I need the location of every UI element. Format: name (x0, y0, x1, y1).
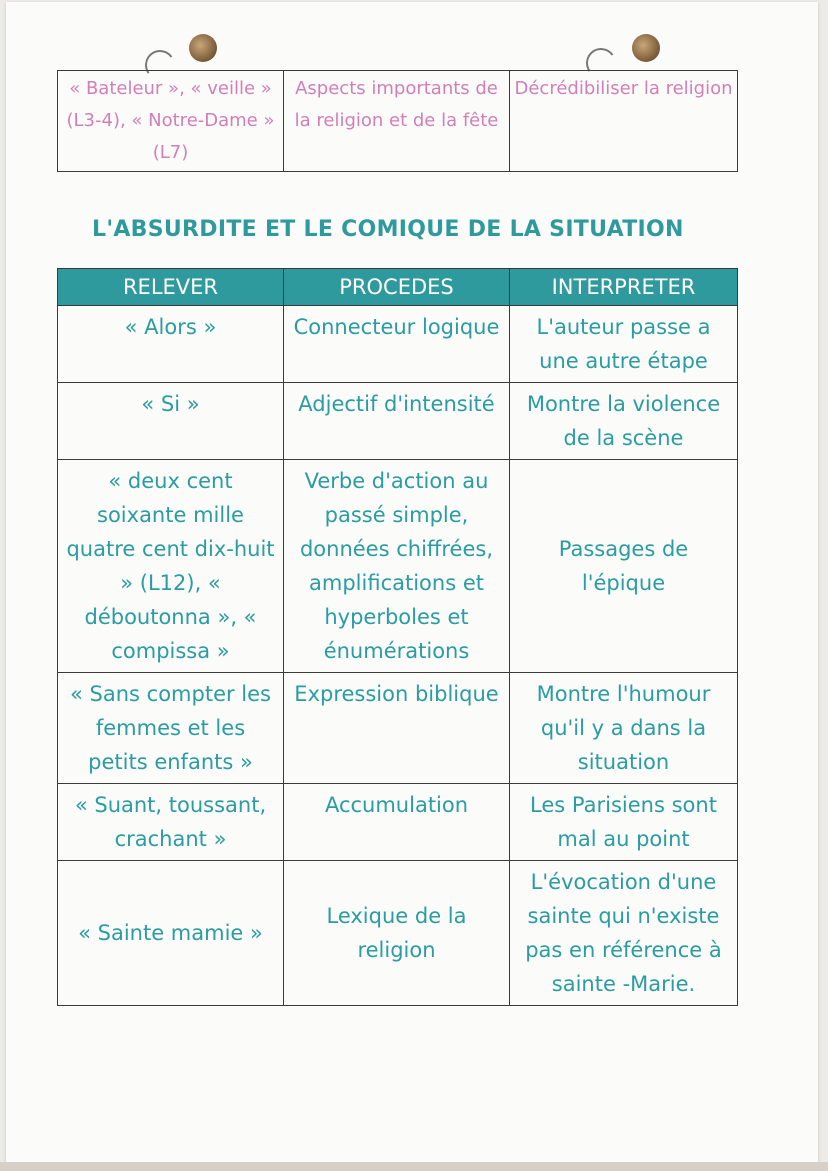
relever-cell: « Suant, toussant, crachant » (58, 784, 284, 861)
table-row (58, 861, 738, 1006)
table-row (58, 673, 738, 784)
interpreter-cell: L'auteur passe a une autre étape (510, 306, 738, 383)
header-interpreter: INTERPRETER (510, 269, 738, 306)
previous-table-fragment (57, 70, 738, 172)
table-row (58, 71, 738, 172)
header-row (58, 269, 738, 306)
page-edge (0, 1162, 828, 1171)
punch-hole-right (632, 34, 660, 62)
punch-hole-left (189, 34, 217, 62)
interpreter-cell: Les Parisiens sont mal au point (510, 784, 738, 861)
header-procedes: PROCEDES (284, 269, 510, 306)
interpreter-cell: Montre la violence de la scène (510, 383, 738, 460)
relever-cell: « Sans compter les femmes et les petits enfants » (58, 673, 284, 784)
relever-cell: « Sainte mamie » (58, 861, 284, 1006)
interpreter-cell: Décrédibiliser la religion (510, 71, 738, 172)
relever-cell: « Bateleur », « veille » (L3-4), « Notre-Dame » (L7) (58, 71, 284, 172)
interpreter-cell: Montre l'humour qu'il y a dans la situation (510, 673, 738, 784)
relever-cell: « Alors » (58, 306, 284, 383)
header-relever: RELEVER (58, 269, 284, 306)
table-row (58, 306, 738, 383)
procedes-cell: Lexique de la religion (284, 861, 510, 1006)
interpreter-cell: Passages de l'épique (510, 460, 738, 673)
relever-cell: « deux cent soixante mille quatre cent dix-huit » (L12), « déboutonna », « compissa » (58, 460, 284, 673)
procedes-cell: Verbe d'action au passé simple, données chiffrées, amplifications et hyperboles et énumérations (284, 460, 510, 673)
interpreter-cell: L'évocation d'une sainte qui n'existe pas en référence à sainte -Marie. (510, 861, 738, 1006)
procedes-cell: Adjectif d'intensité (284, 383, 510, 460)
relever-cell: « Si » (58, 383, 284, 460)
procedes-cell: Aspects importants de la religion et de la fête (284, 71, 510, 172)
table-row (58, 784, 738, 861)
section-title: L'ABSURDITE ET LE COMIQUE DE LA SITUATION (92, 217, 684, 242)
procedes-cell: Accumulation (284, 784, 510, 861)
table-row (58, 460, 738, 673)
table-row (58, 383, 738, 460)
procedes-cell: Connecteur logique (284, 306, 510, 383)
analysis-table (57, 268, 738, 1006)
procedes-cell: Expression biblique (284, 673, 510, 784)
